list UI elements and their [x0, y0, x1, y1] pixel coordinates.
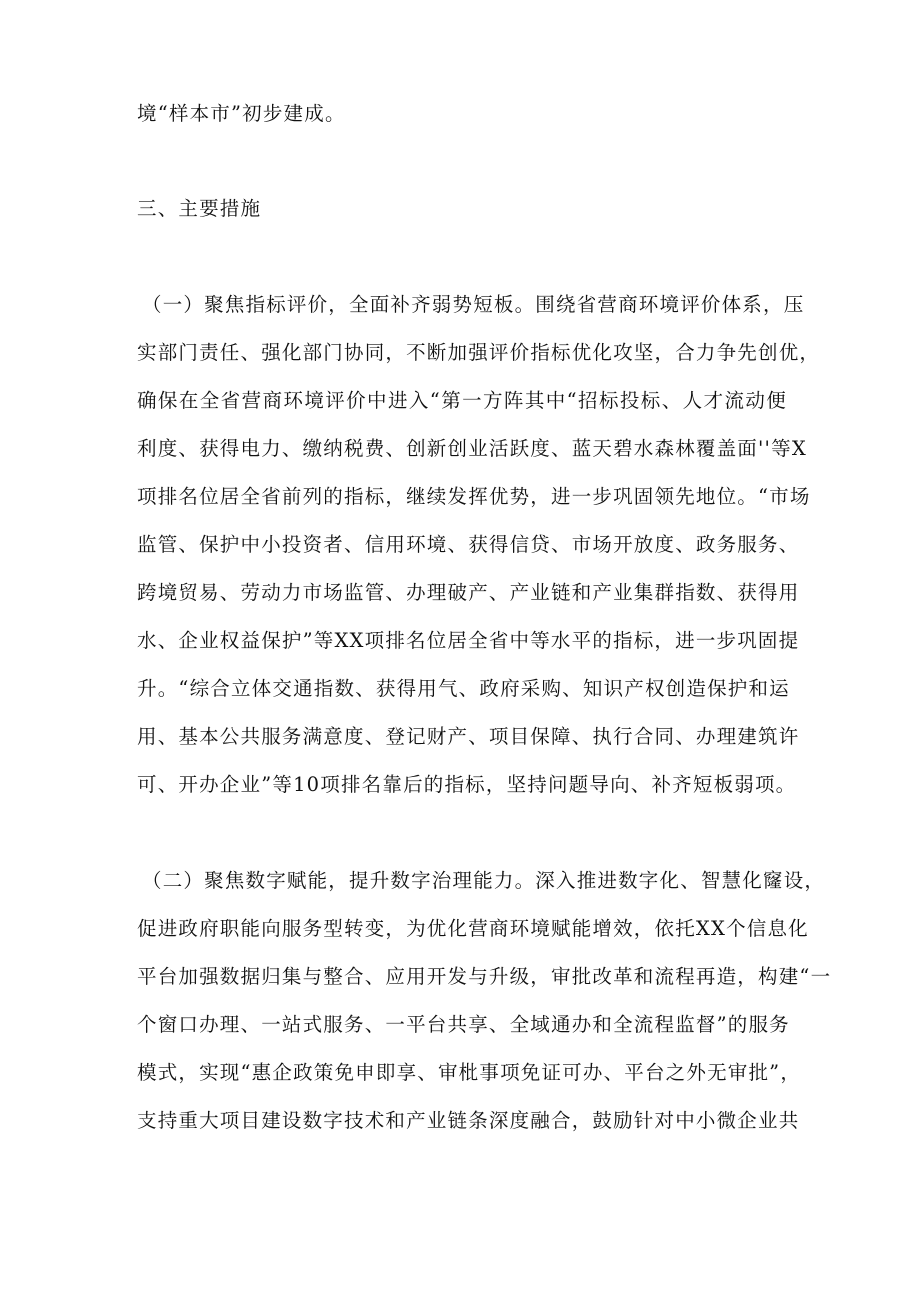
paragraph-1-line: 利度、获得电力、缴纳税费、创新创业活跃度、蓝天碧水森林覆盖面''等X	[137, 437, 807, 460]
section-heading: 三、主要措施	[137, 197, 262, 220]
paragraph-1-line: 监管、保护中小投资者、信用环境、获得信贷、市场开放度、政务服务、	[137, 533, 800, 556]
paragraph-2-line: 个窗口办理、一站式服务、一平台共享、全域通办和全流程监督”的服务	[137, 1013, 790, 1036]
paragraph-1-line: 水、企业权益保护”等XX项排名位居全省中等水平的指标，进一步巩固提	[137, 629, 800, 652]
paragraph-2-line: 支持重大项目建设数字技术和产业链条深度融合，鼓励针对中小微企业共	[137, 1109, 800, 1132]
text-line: 境“样本市”初步建成。	[137, 102, 346, 125]
paragraph-1-line: 升。“综合立体交通指数、获得用气、政府采购、知识产权创造保护和运	[137, 677, 790, 700]
paragraph-1-line: 可、开办企业”等10项排名靠后的指标，坚持问题导向、补齐短板弱项。	[137, 773, 797, 796]
paragraph-1-line: 项排名位居全省前列的指标，继续发挥优势，进一步巩固领先地位。“市场	[137, 485, 811, 508]
paragraph-2-line: 促进政府职能向服务型转变，为优化营商环境赋能增效，依托XX个信息化	[137, 917, 809, 940]
paragraph-1-line: （一）聚焦指标评价，全面补齐弱势短板。围绕省营商环境评价体系，压	[142, 293, 805, 316]
paragraph-2-line: 平台加强数据归集与整合、应用开发与升级，审批改革和流程再造，构建“一	[137, 965, 832, 988]
paragraph-1-line: 跨境贸易、劳动力市场监管、办理破产、产业链和产业集群指数、获得用	[137, 581, 800, 604]
paragraph-1-line: 确保在全省营商环境评价中进入“第一方阵其中“招标投标、人才流动便	[137, 389, 787, 412]
paragraph-1-line: 实部门责任、强化部门协同，不断加强评价指标优化攻坚，合力争先创优，	[137, 341, 821, 364]
paragraph-2-line: 模式，实现“惠企政策免申即享、审枇事项免证可办、平台之外无审批”，	[137, 1061, 802, 1084]
paragraph-2-line: （二）聚焦数字赋能，提升数字治理能力。深入推进数字化、智慧化窿设，	[142, 869, 826, 892]
paragraph-1-line: 用、基本公共服务满意度、登记财产、项目保障、执行合同、办理建筑许	[137, 725, 800, 748]
